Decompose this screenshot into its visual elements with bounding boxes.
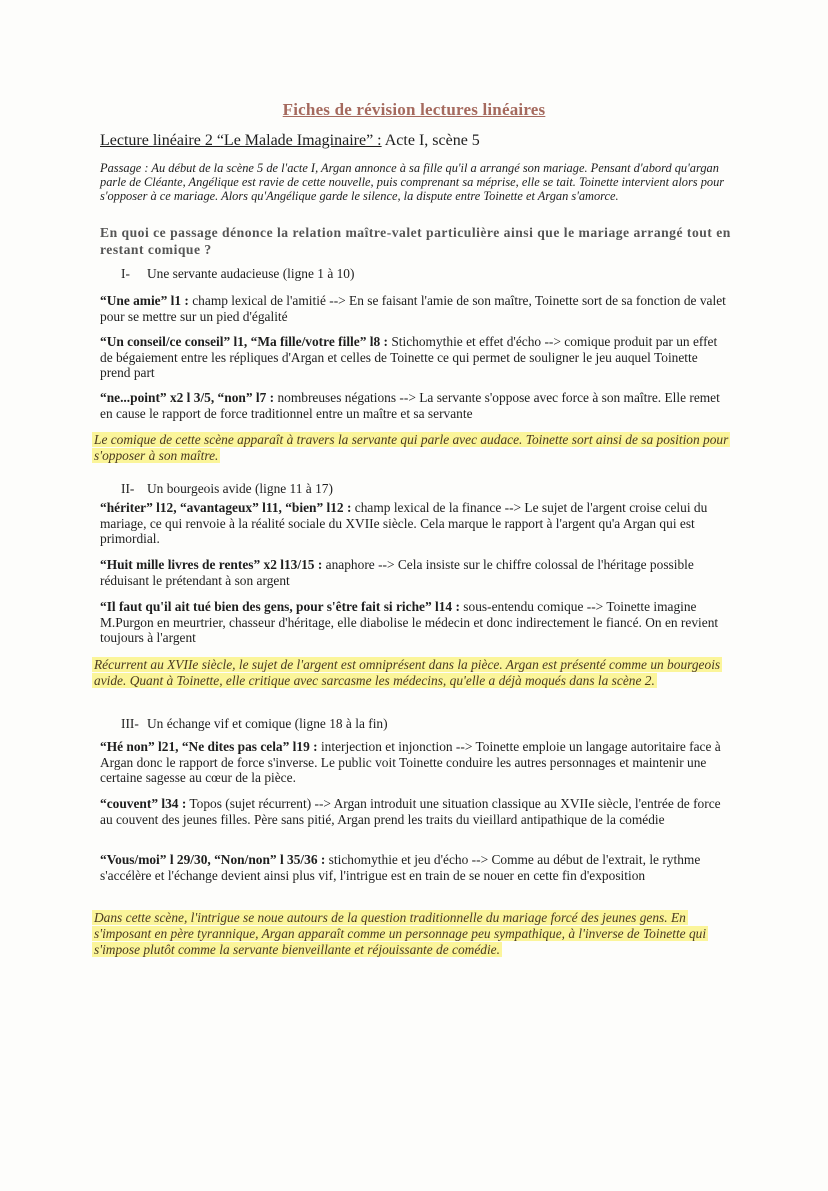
quote: “Huit mille livres de rentes” x2 l13/15 : <box>100 557 323 572</box>
section-number: III- <box>121 716 139 731</box>
analysis-text: anaphore --> Cela insiste sur le chiffre colossal de l'héritage possible réduisant le prétendant à son argent <box>100 557 694 588</box>
analysis-text: interjection et injonction --> Toinette emploie un langage autoritaire face à Argan donc le rapport de force s'inverse. Le public voit Toinette conduire les autres personnages et maintenir une certaine sagesse au cœur de la pièce. <box>100 739 721 785</box>
analysis-paragraph <box>100 500 728 547</box>
section-heading-1 <box>121 266 354 282</box>
analysis-paragraph <box>100 599 728 646</box>
analysis-paragraph <box>100 796 728 827</box>
analysis-paragraph <box>100 739 728 786</box>
analysis-text: Stichomythie et effet d'écho --> comique produit par un effet de bégaiement entre les répliques d'Argan et celles de Toinette ce qui permet de souligner le jeu auquel Toinette prend part <box>100 334 718 380</box>
page-title: Fiches de révision lectures linéaires <box>282 100 546 119</box>
analysis-paragraph <box>100 557 728 588</box>
highlighted-conclusion-2 <box>92 657 738 689</box>
section-heading-3 <box>121 716 388 732</box>
analysis-text: sous-entendu comique --> Toinette imagine M.Purgon en meurtrier, chasseur d'héritage, elle diabolise le médecin et donc indirectement le fiancé. On en revient toujours à l'argent <box>100 599 719 645</box>
reading-subtitle <box>100 132 480 150</box>
highlighted-conclusion-1 <box>92 432 738 464</box>
subtitle-main: Lecture linéaire 2 “Le Malade Imaginaire” : <box>100 132 382 149</box>
analysis-text: Topos (sujet récurrent) --> Argan introduit une situation classique au XVIIe siècle, l'entrée de force au couvent des jeunes filles. Père sans pitié, Argan prend les traits du vieillard antipathique de la comédie <box>100 796 721 827</box>
quote: “Un conseil/ce conseil” l1, “Ma fille/votre fille” l8 : <box>100 334 388 349</box>
quote: “Vous/moi” l 29/30, “Non/non” l 35/36 : <box>100 852 326 867</box>
quote: “Hé non” l21, “Ne dites pas cela” l19 : <box>100 739 318 754</box>
analysis-text: nombreuses négations --> La servante s'oppose avec force à son maître. Elle remet en cause le rapport de force traditionnel entre un maître et sa servante <box>100 390 720 421</box>
passage-summary: Passage : Au début de la scène 5 de l'acte I, Argan annonce à sa fille qu'il a arrangé son mariage. Pensant d'abord qu'argan parle de Cléante, Angélique est ravie de cette nouvelle, puis comprenant sa méprise, elle se tait. Toinette intervient alors pour s'opposer à ce mariage. Alors qu'Angélique garde le silence, la dispute entre Toinette et Argan s'amorce. <box>100 161 725 203</box>
quote: “Une amie” l1 : <box>100 293 189 308</box>
highlight-text: Dans cette scène, l'intrigue se noue autours de la question traditionnelle du mariage forcé des jeunes gens. En s'imposant en père tyrannique, Argan apparaît comme un personnage peu sympathique, à l'inverse de Toinette qui s'impose plutôt comme la servante bienveillante et réjouissante de comédie. <box>94 910 707 957</box>
analysis-text: champ lexical de l'amitié --> En se faisant l'amie de son maître, Toinette sort de sa fonction de valet pour se mettre sur un pied d'égalité <box>100 293 726 324</box>
analysis-paragraph <box>100 852 728 883</box>
analysis-paragraph <box>100 334 728 381</box>
problematic-question: En quoi ce passage dénonce la relation maître-valet particulière ainsi que le mariage arrangé tout en restant comique ? <box>100 225 731 257</box>
highlight-text: Le comique de cette scène apparaît à travers la servante qui parle avec audace. Toinette sort ainsi de sa position pour s'opposer à son maître. <box>94 432 729 463</box>
highlight-text: Récurrent au XVIIe siècle, le sujet de l'argent est omniprésent dans la pièce. Argan est présenté comme un bourgeois avide. Quant à Toinette, elle critique avec sarcasme les médecins, qu'elle a déjà moqués dans la scène 2. <box>94 657 721 688</box>
quote: “Il faut qu'il ait tué bien des gens, pour s'être fait si riche” l14 : <box>100 599 460 614</box>
analysis-text: champ lexical de la finance --> Le sujet de l'argent croise celui du mariage, ce qui renvoie à la réalité sociale du XVIIe siècle. Cela marque le rapport à l'argent qu'a Argan qui est primordial. <box>100 500 708 546</box>
section-title: Une servante audacieuse (ligne 1 à 10) <box>147 266 355 281</box>
subtitle-rest: Acte I, scène 5 <box>381 132 480 149</box>
section-title: Un bourgeois avide (ligne 11 à 17) <box>147 481 333 496</box>
section-number: II- <box>121 481 135 496</box>
analysis-paragraph <box>100 390 728 421</box>
quote: “ne...point” x2 l 3/5, “non” l7 : <box>100 390 275 405</box>
section-number: I- <box>121 266 130 281</box>
quote: “hériter” l12, “avantageux” l11, “bien” l12 : <box>100 500 352 515</box>
section-heading-2 <box>121 481 333 497</box>
analysis-text: stichomythie et jeu d'écho --> Comme au début de l'extrait, le rythme s'accélère et l'échange devient ainsi plus vif, l'intrigue est en train de se nouer en cette fin d'exposition <box>100 852 701 883</box>
highlighted-conclusion-3 <box>92 910 738 958</box>
quote: “couvent” l34 : <box>100 796 187 811</box>
section-title: Un échange vif et comique (ligne 18 à la fin) <box>147 716 388 731</box>
analysis-paragraph <box>100 293 728 324</box>
